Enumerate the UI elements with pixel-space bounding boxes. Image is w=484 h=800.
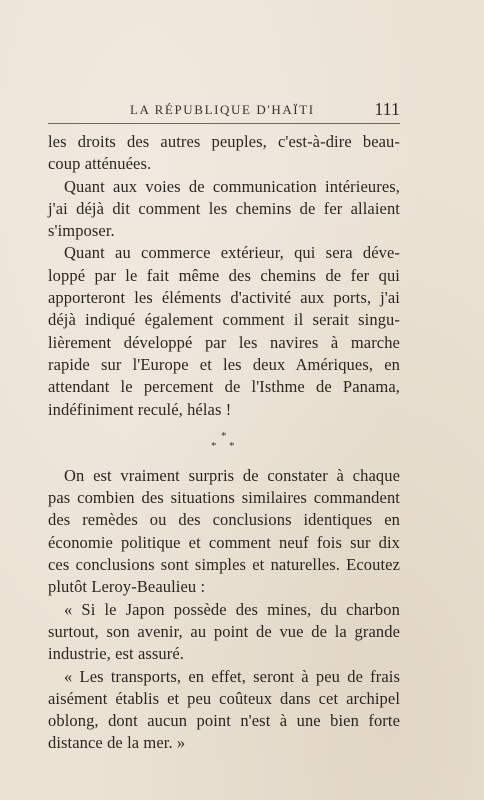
text-line: coup atténuées.	[48, 154, 152, 174]
text-line: distance de la mer. »	[48, 733, 186, 753]
text-line: des remèdes ou des conclusions identiques en	[48, 510, 400, 530]
quote-first-line: « Les transports, en effet, seront à peu de frais	[64, 666, 400, 686]
text-line: lièrement développé par les navires à marche	[48, 332, 400, 352]
paragraph-first-line: Quant aux voies de communication intérieures,	[64, 176, 400, 196]
text-line: pas combien des situations similaires commandent	[48, 488, 400, 508]
running-title: LA RÉPUBLIQUE D'HAÏTI	[130, 102, 315, 117]
asterism-star: *	[229, 439, 235, 452]
asterism-star: *	[211, 439, 217, 452]
text-line: loppé par le fait même des chemins de fer qui	[48, 265, 400, 285]
quote-first-line: « Si le Japon possède des mines, du charbon	[64, 599, 400, 619]
text-line: industrie, est assuré.	[48, 644, 185, 664]
text-line: aisément établis et peu coûteux dans cet archipel	[48, 688, 400, 708]
text-line: rapide sur l'Europe et les deux Amériques, en	[48, 354, 400, 374]
paragraph-first-line: On est vraiment surpris de constater à chaque	[64, 465, 400, 485]
text-line: économie politique et comment neuf fois sur dix	[48, 532, 400, 552]
running-head	[48, 100, 400, 122]
text-line: déjà indiqué également comment il serait singu-	[48, 310, 400, 330]
paragraph-first-line: Quant au commerce extérieur, qui sera déve-	[64, 243, 400, 263]
header-rule	[48, 123, 400, 124]
asterism-separator	[48, 421, 400, 465]
text-line: les droits des autres peuples, c'est-à-dire beau-	[48, 132, 400, 151]
text-line: s'imposer.	[48, 221, 115, 241]
text-line: oblong, dont aucun point n'est à une bien forte	[48, 711, 400, 731]
text-line: indéfiniment reculé, hélas !	[48, 399, 232, 419]
text-line: plutôt Leroy-Beaulieu :	[48, 577, 206, 597]
body-text	[48, 131, 400, 755]
text-line: ces conclusions sont simples et naturelles. Ecoutez	[48, 555, 400, 575]
text-line: apporteront les éléments d'activité aux ports, j'ai	[48, 288, 400, 308]
text-line: attendant le percement de l'Isthme de Panama,	[48, 377, 400, 397]
text-line: surtout, son avenir, au point de vue de la grande	[48, 621, 400, 641]
asterism-star: *	[221, 429, 227, 442]
page-number: 111	[374, 99, 400, 119]
text-line: j'ai déjà dit comment les chemins de fer allaient	[48, 198, 400, 218]
